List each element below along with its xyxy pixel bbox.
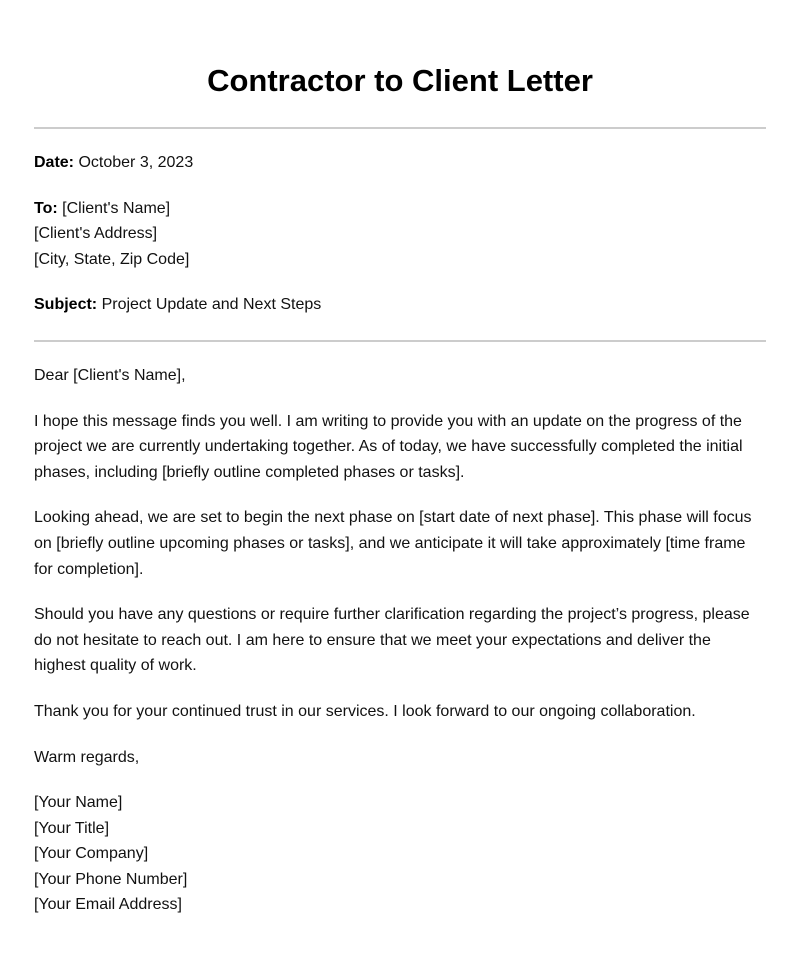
- subject-line: [34, 292, 766, 318]
- signature-title: [Your Title]: [34, 819, 110, 837]
- signature-name: [Your Name]: [34, 794, 123, 812]
- body-divider: [34, 340, 766, 342]
- body-paragraph: I hope this message finds you well. I am writing to provide you with an update on the progress of the project we are currently undertaking together. As of today, we have successfully completed the initial phases, including [briefly outline completed phases or tasks].: [34, 412, 743, 481]
- recipient-block: [34, 196, 766, 273]
- body-paragraph: Thank you for your continued trust in our services. I look forward to our ongoing collaboration.: [34, 702, 696, 720]
- recipient-name-line: [34, 196, 766, 222]
- page-title: Contractor to Client Letter: [207, 63, 593, 98]
- header-divider: [34, 127, 766, 129]
- date-label: Date:: [34, 154, 75, 171]
- body-paragraph: Should you have any questions or require further clarification regarding the project’s progress, please do not hesitate to reach out. I am here to ensure that we meet your expectations and deliver the highest quality of work.: [34, 606, 750, 675]
- body-paragraph: Looking ahead, we are set to begin the next phase on [start date of next phase]. This phase will focus on [briefly outline upcoming phases or tasks], and we anticipate it will take approximately [time frame for completion].: [34, 509, 752, 578]
- signature-phone: [Your Phone Number]: [34, 870, 188, 888]
- recipient-city-state-zip: [City, State, Zip Code]: [34, 250, 190, 268]
- signature-email: [Your Email Address]: [34, 896, 182, 914]
- recipient-address: [Client's Address]: [34, 225, 158, 243]
- recipient-name: [Client's Name]: [62, 199, 171, 217]
- date-line: [34, 150, 766, 176]
- closing: Warm regards,: [34, 748, 140, 766]
- subject-label: Subject:: [34, 296, 98, 314]
- recipient-label: To:: [34, 199, 58, 217]
- subject-value: Project Update and Next Steps: [101, 296, 322, 314]
- salutation: Dear [Client's Name],: [34, 366, 186, 384]
- date-value: October 3, 2023: [78, 154, 194, 171]
- signature-block: [34, 790, 766, 918]
- signature-company: [Your Company]: [34, 845, 149, 863]
